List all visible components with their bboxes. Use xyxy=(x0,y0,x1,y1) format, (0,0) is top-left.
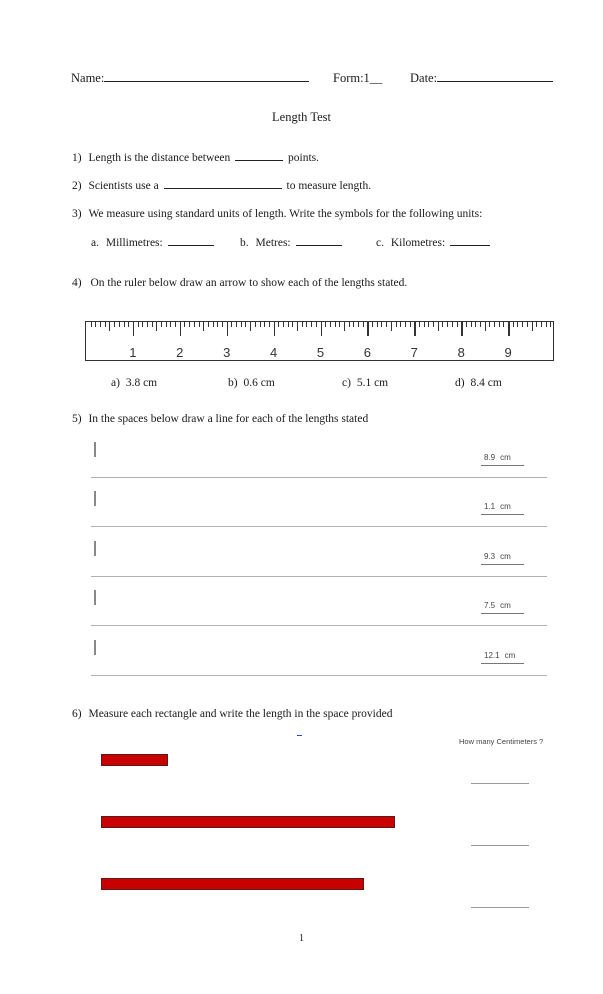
ruler-tick xyxy=(536,322,537,327)
ruler-tick xyxy=(372,322,373,327)
q5-row-1-value: 8.9 xyxy=(484,453,496,462)
ruler-tick xyxy=(344,322,345,331)
ruler-tick xyxy=(152,322,153,327)
q1-answer-blank[interactable] xyxy=(235,159,283,161)
q6-rectangle-3 xyxy=(101,878,364,890)
q5-row-4-unit: cm xyxy=(500,601,511,610)
ruler-number: 7 xyxy=(410,345,418,360)
ruler-tick xyxy=(367,322,369,336)
ruler-tick xyxy=(184,322,185,327)
ruler-tick xyxy=(114,322,115,327)
ruler-tick xyxy=(386,322,387,327)
ruler-tick xyxy=(522,322,523,327)
page-title: Length Test xyxy=(272,110,331,124)
ruler-tick xyxy=(222,322,223,327)
ruler-tick xyxy=(297,322,298,331)
ruler-tick xyxy=(138,322,139,327)
ruler-tick xyxy=(499,322,500,327)
ruler-tick xyxy=(466,322,467,327)
q3-item-a-label: Millimetres: xyxy=(105,237,163,249)
ruler-tick xyxy=(414,322,416,336)
ruler-tick xyxy=(330,322,331,327)
question-4 xyxy=(72,276,407,290)
q5-row-5-drawing-line[interactable] xyxy=(91,675,547,676)
ruler-tick xyxy=(457,322,458,327)
ruler-tick xyxy=(503,322,504,327)
q5-row-3-label xyxy=(484,552,511,561)
q5-row-5-label xyxy=(484,651,515,660)
ruler-tick xyxy=(128,322,129,327)
q5-row-5-start-mark xyxy=(94,640,96,655)
ruler-number: 4 xyxy=(269,345,278,360)
q5-number: 5) xyxy=(72,413,82,425)
q4-item-d-value: 8.4 cm xyxy=(470,377,502,389)
q5-row-3-label-underline xyxy=(481,564,524,565)
ruler-tick xyxy=(283,322,284,327)
q1-text-after: points. xyxy=(288,152,320,164)
q5-row-1-start-mark xyxy=(94,442,96,457)
ruler-tick xyxy=(419,322,420,327)
name-label: Name: xyxy=(71,71,105,85)
ruler-tick xyxy=(381,322,382,327)
ruler-tick xyxy=(311,322,312,327)
ruler-tick xyxy=(245,322,246,327)
q4-item-c-value: 5.1 cm xyxy=(356,377,389,389)
ruler-tick xyxy=(91,322,92,327)
q5-row-2-label xyxy=(484,502,511,511)
q5-row-1-label-underline xyxy=(481,465,524,466)
question-5 xyxy=(72,412,368,426)
q6-answer-line-3[interactable] xyxy=(471,907,529,908)
ruler-tick xyxy=(231,322,232,327)
q5-row-5-unit: cm xyxy=(504,651,516,660)
q5-row-4-value: 7.5 xyxy=(484,601,496,610)
q4-item-c xyxy=(342,376,388,390)
q5-row-2-start-mark xyxy=(94,491,96,506)
q5-row-3-start-mark xyxy=(94,541,96,556)
question-2 xyxy=(72,179,371,193)
q4-item-a xyxy=(111,376,157,390)
q4-item-b xyxy=(228,376,275,390)
ruler-tick xyxy=(241,322,242,327)
ruler-tick xyxy=(316,322,317,327)
ruler-tick xyxy=(358,322,359,327)
q5-row-1-unit: cm xyxy=(500,453,511,462)
q4-number: 4) xyxy=(72,277,82,289)
ruler-tick xyxy=(199,322,200,327)
q5-row-5-label-underline xyxy=(481,663,524,664)
ruler-tick xyxy=(194,322,195,327)
ruler-tick xyxy=(494,322,495,327)
q6-column-header: How many Centimeters ? xyxy=(459,737,544,746)
ruler-number: 2 xyxy=(176,345,184,360)
date-label: Date: xyxy=(410,71,438,85)
ruler-tick xyxy=(147,322,148,327)
ruler-tick xyxy=(302,322,303,327)
ruler-tick xyxy=(489,322,490,327)
ruler-number: 3 xyxy=(223,345,231,360)
ruler-tick xyxy=(95,322,96,327)
ruler-tick xyxy=(260,322,261,327)
question-6 xyxy=(72,707,392,721)
q3-item-b-letter: b. xyxy=(240,237,249,249)
q2-answer-blank[interactable] xyxy=(164,187,282,189)
q5-row-2-label-underline xyxy=(481,514,524,515)
q5-row-1-label xyxy=(484,453,511,462)
q3-number: 3) xyxy=(72,208,82,220)
ruler-tick xyxy=(475,322,476,327)
q5-row-4-label-underline xyxy=(481,613,524,614)
ruler-tick xyxy=(396,322,397,327)
ruler-tick xyxy=(236,322,237,327)
ruler-tick xyxy=(180,322,182,336)
ruler-tick xyxy=(227,322,229,336)
ruler-tick xyxy=(438,322,439,331)
ruler-number: 6 xyxy=(363,345,372,360)
ruler-tick xyxy=(189,322,190,327)
q3-item-b xyxy=(240,236,344,250)
ruler[interactable] xyxy=(85,321,554,361)
ruler-tick xyxy=(166,322,167,327)
ruler-tick xyxy=(405,322,406,327)
q2-text-after: to measure length. xyxy=(286,180,372,192)
ruler-tick xyxy=(255,322,256,327)
q5-text: In the spaces below draw a line for each of the lengths stated xyxy=(88,413,369,425)
ruler-tick xyxy=(133,322,135,336)
ruler-tick xyxy=(325,322,326,327)
q5-row-5-value: 12.1 xyxy=(484,651,500,660)
ruler-tick xyxy=(433,322,434,327)
ruler-tick xyxy=(541,322,542,327)
q6-text: Measure each rectangle and write the length in the space provided xyxy=(88,708,393,720)
q5-row-3-unit: cm xyxy=(500,552,511,561)
ruler-tick xyxy=(353,322,354,327)
ruler-tick xyxy=(527,322,528,327)
ruler-tick xyxy=(213,322,214,327)
stray-mark xyxy=(297,735,302,736)
ruler-tick xyxy=(471,322,472,327)
date-input-line[interactable] xyxy=(437,70,553,82)
ruler-tick xyxy=(442,322,443,327)
ruler-tick xyxy=(546,322,547,327)
form-label: Form:1__ xyxy=(333,71,383,85)
name-field-row xyxy=(71,70,309,86)
ruler-tick xyxy=(513,322,514,327)
q3-item-a-blank[interactable] xyxy=(168,244,214,246)
ruler-tick xyxy=(349,322,350,327)
q6-rectangle-2 xyxy=(101,816,395,828)
ruler-tick xyxy=(461,322,463,336)
q4-item-b-value: 0.6 cm xyxy=(243,377,275,389)
ruler-tick xyxy=(203,322,204,331)
q5-row-2-drawing-line[interactable] xyxy=(91,526,547,527)
ruler-tick xyxy=(532,322,533,331)
ruler-tick xyxy=(156,322,157,331)
q5-row-4-label xyxy=(484,601,511,610)
ruler-tick xyxy=(264,322,265,327)
q4-text: On the ruler below draw an arrow to show each of the lengths stated. xyxy=(90,277,408,289)
ruler-tick xyxy=(119,322,120,327)
name-input-line[interactable] xyxy=(104,70,309,82)
q4-item-b-letter: b) xyxy=(228,377,238,389)
ruler-tick xyxy=(339,322,340,327)
ruler-tick xyxy=(292,322,293,327)
ruler-tick xyxy=(288,322,289,327)
q6-answer-line-2[interactable] xyxy=(471,845,529,846)
q5-row-2-unit: cm xyxy=(500,502,511,511)
q3-item-c-blank[interactable] xyxy=(450,244,490,246)
ruler-tick xyxy=(142,322,143,327)
q5-row-4-start-mark xyxy=(94,590,96,605)
page-number: 1 xyxy=(299,933,304,944)
ruler-tick xyxy=(100,322,101,327)
ruler-tick xyxy=(480,322,481,327)
ruler-tick xyxy=(175,322,176,327)
ruler-number: 5 xyxy=(316,345,325,360)
ruler-tick xyxy=(208,322,209,327)
ruler-tick xyxy=(447,322,448,327)
q6-answer-line-1[interactable] xyxy=(471,783,529,784)
ruler-tick xyxy=(391,322,392,331)
ruler-tick xyxy=(269,322,270,327)
ruler-tick xyxy=(424,322,425,327)
q5-row-2-value: 1.1 xyxy=(484,502,496,511)
q2-number: 2) xyxy=(72,180,82,192)
ruler-tick xyxy=(517,322,518,327)
q3-item-a xyxy=(91,236,216,250)
q3-item-b-blank[interactable] xyxy=(296,244,342,246)
ruler-tick xyxy=(306,322,307,327)
q6-rectangle-1 xyxy=(101,754,168,766)
ruler-number: 9 xyxy=(504,345,512,360)
q3-item-c-letter: c. xyxy=(376,237,384,249)
question-1 xyxy=(72,151,319,165)
ruler-tick xyxy=(170,322,171,327)
ruler-tick xyxy=(410,322,411,327)
q4-item-d-letter: d) xyxy=(455,377,465,389)
q4-item-d xyxy=(455,376,502,390)
ruler-tick xyxy=(508,322,510,336)
date-field-row xyxy=(410,70,553,86)
ruler-tick xyxy=(485,322,486,331)
ruler-tick xyxy=(363,322,364,327)
q5-row-3-drawing-line[interactable] xyxy=(91,576,547,577)
q2-text-before: Scientists use a xyxy=(88,180,159,192)
ruler-tick xyxy=(452,322,453,327)
ruler-tick xyxy=(105,322,106,327)
ruler-tick xyxy=(377,322,378,327)
ruler-tick xyxy=(109,322,110,331)
ruler-number: 1 xyxy=(129,345,137,360)
ruler-tick xyxy=(250,322,251,331)
q5-row-1-drawing-line[interactable] xyxy=(91,477,547,478)
ruler-tick xyxy=(335,322,336,327)
q4-item-a-value: 3.8 cm xyxy=(125,377,158,389)
ruler-tick xyxy=(217,322,218,327)
q3-item-a-letter: a. xyxy=(91,237,99,249)
ruler-tick xyxy=(321,322,323,336)
ruler-tick xyxy=(278,322,279,327)
ruler-number: 8 xyxy=(457,345,465,360)
q1-text-before: Length is the distance between xyxy=(88,152,231,164)
q3-item-c xyxy=(376,236,492,250)
q3-text: We measure using standard units of length. Write the symbols for the following units: xyxy=(88,208,483,220)
q5-row-3-value: 9.3 xyxy=(484,552,496,561)
q3-item-b-label: Metres: xyxy=(255,237,291,249)
ruler-tick xyxy=(428,322,429,327)
q6-number: 6) xyxy=(72,708,82,720)
ruler-tick xyxy=(550,322,551,327)
question-3 xyxy=(72,207,482,221)
ruler-tick xyxy=(274,322,276,336)
q1-number: 1) xyxy=(72,152,82,164)
ruler-tick xyxy=(400,322,401,327)
q4-item-c-letter: c) xyxy=(342,377,351,389)
ruler-tick xyxy=(124,322,125,327)
q4-item-a-letter: a) xyxy=(111,377,120,389)
q5-row-4-drawing-line[interactable] xyxy=(91,625,547,626)
q3-item-c-label: Kilometres: xyxy=(390,237,446,249)
ruler-tick xyxy=(161,322,162,327)
